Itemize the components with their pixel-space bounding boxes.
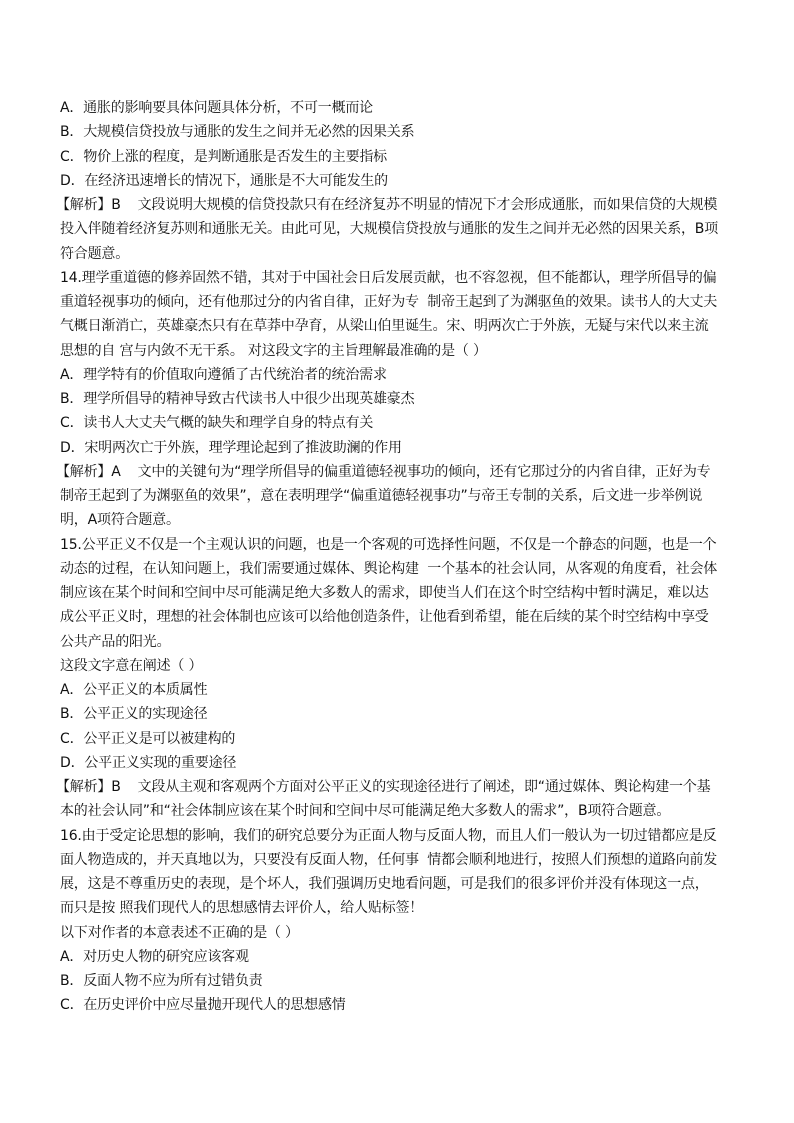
question-13-tail xyxy=(56,96,750,266)
question-stem-line: 16.由于受定论思想的影响，我们的研究总要分为正面人物与反面人物，而且人们一般认为一切过错都应是反 xyxy=(60,827,717,844)
question-14 xyxy=(56,266,750,533)
question-stem-line: 公共产品的阳光。 xyxy=(60,633,171,650)
document-page xyxy=(56,96,750,1018)
question-stem-line: 动态的过程，在认知问题上，我们需要通过媒体、舆论构建 一个基本的社会认同，从客观的角度看，社会体 xyxy=(60,560,718,577)
analysis-line: 【解析】B 文段从主观和客观两个方面对公平正义的实现途径进行了阐述，即“通过媒体、舆论构建一个基 xyxy=(56,779,711,795)
question-stem-line: 面人物造成的，并天真地以为，只要没有反面人物，任何事 情都会顺利地进行，按照人们预想的道路向前发 xyxy=(60,851,718,868)
option-a: A．通胀的影响要具体问题具体分析，不可一概而论 xyxy=(60,100,373,116)
option-d: D．在经济迅速增长的情况下，通胀是不大可能发生的 xyxy=(60,172,388,189)
question-stem-line: 14.理学重道德的修养固然不错，其对于中国社会日后发展贡献，也不容忽视，但不能都认，理学所倡导的偏 xyxy=(60,269,717,286)
analysis-line: 本的社会认同”和“社会体制应该在某个时间和空间中尽可能满足绝大多数人的需求”，B项符合题意。 xyxy=(60,803,671,820)
analysis-line: 投入伴随着经济复苏则和通胀无关。由此可见，大规模信贷投放与通胀的发生之间并无必然的因果关系，B项 xyxy=(60,221,719,238)
option-c: C．读书人大丈夫气概的缺失和理学自身的特点有关 xyxy=(60,415,374,432)
analysis-line: 制帝王起到了为渊驱鱼的效果”，意在表明理学“偏重道德轻视事功”与帝王专制的关系，后文进一步举例说 xyxy=(60,488,703,504)
option-a: A．对历史人物的研究应该客观 xyxy=(60,948,249,965)
option-b: B．公平正义的实现途径 xyxy=(60,706,208,723)
question-stem-line: 展，这是不尊重历史的表现，是个坏人，我们强调历史地看问题，可是我们的很多评价并没有体现这一点， xyxy=(60,876,709,892)
analysis-line: 符合题意。 xyxy=(60,245,129,262)
option-c: C．在历史评价中应尽量抛开现代人的思想感情 xyxy=(60,997,346,1014)
question-16 xyxy=(60,824,750,1018)
option-d: D．宋明两次亡于外族，理学理论起到了推波助澜的作用 xyxy=(60,439,402,456)
analysis-line: 明，A项符合题意。 xyxy=(60,512,180,529)
analysis-line: 【解析】A 文中的关键句为“理学所倡导的偏重道德轻视事功的倾向，还有它那过分的内省自律，正好为专 xyxy=(56,463,711,480)
question-prompt: 以下对作者的本意表述不正确的是（ ） xyxy=(60,924,299,941)
option-a: A．公平正义的本质属性 xyxy=(60,682,208,698)
question-stem-line: 而只是按 照我们现代人的思想感情去评价人，给人贴标签！ xyxy=(60,900,424,917)
option-b: B．反面人物不应为所有过错负责 xyxy=(60,973,263,989)
option-b: B．大规模信贷投放与通胀的发生之间并无必然的因果关系 xyxy=(60,124,415,141)
question-stem-line: 重道轻视事功的倾向，还有他那过分的内省自律，正好为专 制帝王起到了为渊驱鱼的效果。读书人的大丈夫 xyxy=(60,294,718,310)
question-stem-line: 思想的自 宫与内敛不无干系。 对这段文字的主旨理解最准确的是（ ） xyxy=(60,342,487,359)
option-a: A．理学特有的价值取向遵循了古代统治者的统治需求 xyxy=(60,366,387,383)
option-b: B．理学所倡导的精神导致古代读书人中很少出现英雄豪杰 xyxy=(60,391,415,407)
question-15 xyxy=(56,533,750,824)
option-c: C．物价上涨的程度，是判断通胀是否发生的主要指标 xyxy=(60,148,387,165)
question-stem-line: 成公平正义时，理想的社会体制也应该可以给他创造条件，让他看到希望，能在后续的某个时空结构中享受 xyxy=(60,609,709,626)
option-c: C．公平正义是可以被建构的 xyxy=(60,730,236,747)
analysis-line: 【解析】B 文段说明大规模的信贷投款只有在经济复苏不明显的情况下才会形成通胀，而如果信贷的大规模 xyxy=(56,197,718,213)
question-stem-line: 制应该在某个时间和空间中尽可能满足绝大多数人的需求，即使当人们在这个时空结构中暂时满足，难以达 xyxy=(60,585,709,601)
question-prompt: 这段文字意在阐述（ ） xyxy=(60,657,203,674)
question-stem-line: 气概日渐消亡，英雄豪杰只有在草莽中孕育，从梁山伯里诞生。宋、明两次亡于外族，无疑与宋代以来主流 xyxy=(60,318,709,335)
question-stem-line: 15.公平正义不仅是一个主观认识的问题，也是一个客观的可选择性问题，不仅是一个静态的问题，也是一个 xyxy=(60,536,717,553)
option-d: D．公平正义实现的重要途径 xyxy=(60,754,237,771)
